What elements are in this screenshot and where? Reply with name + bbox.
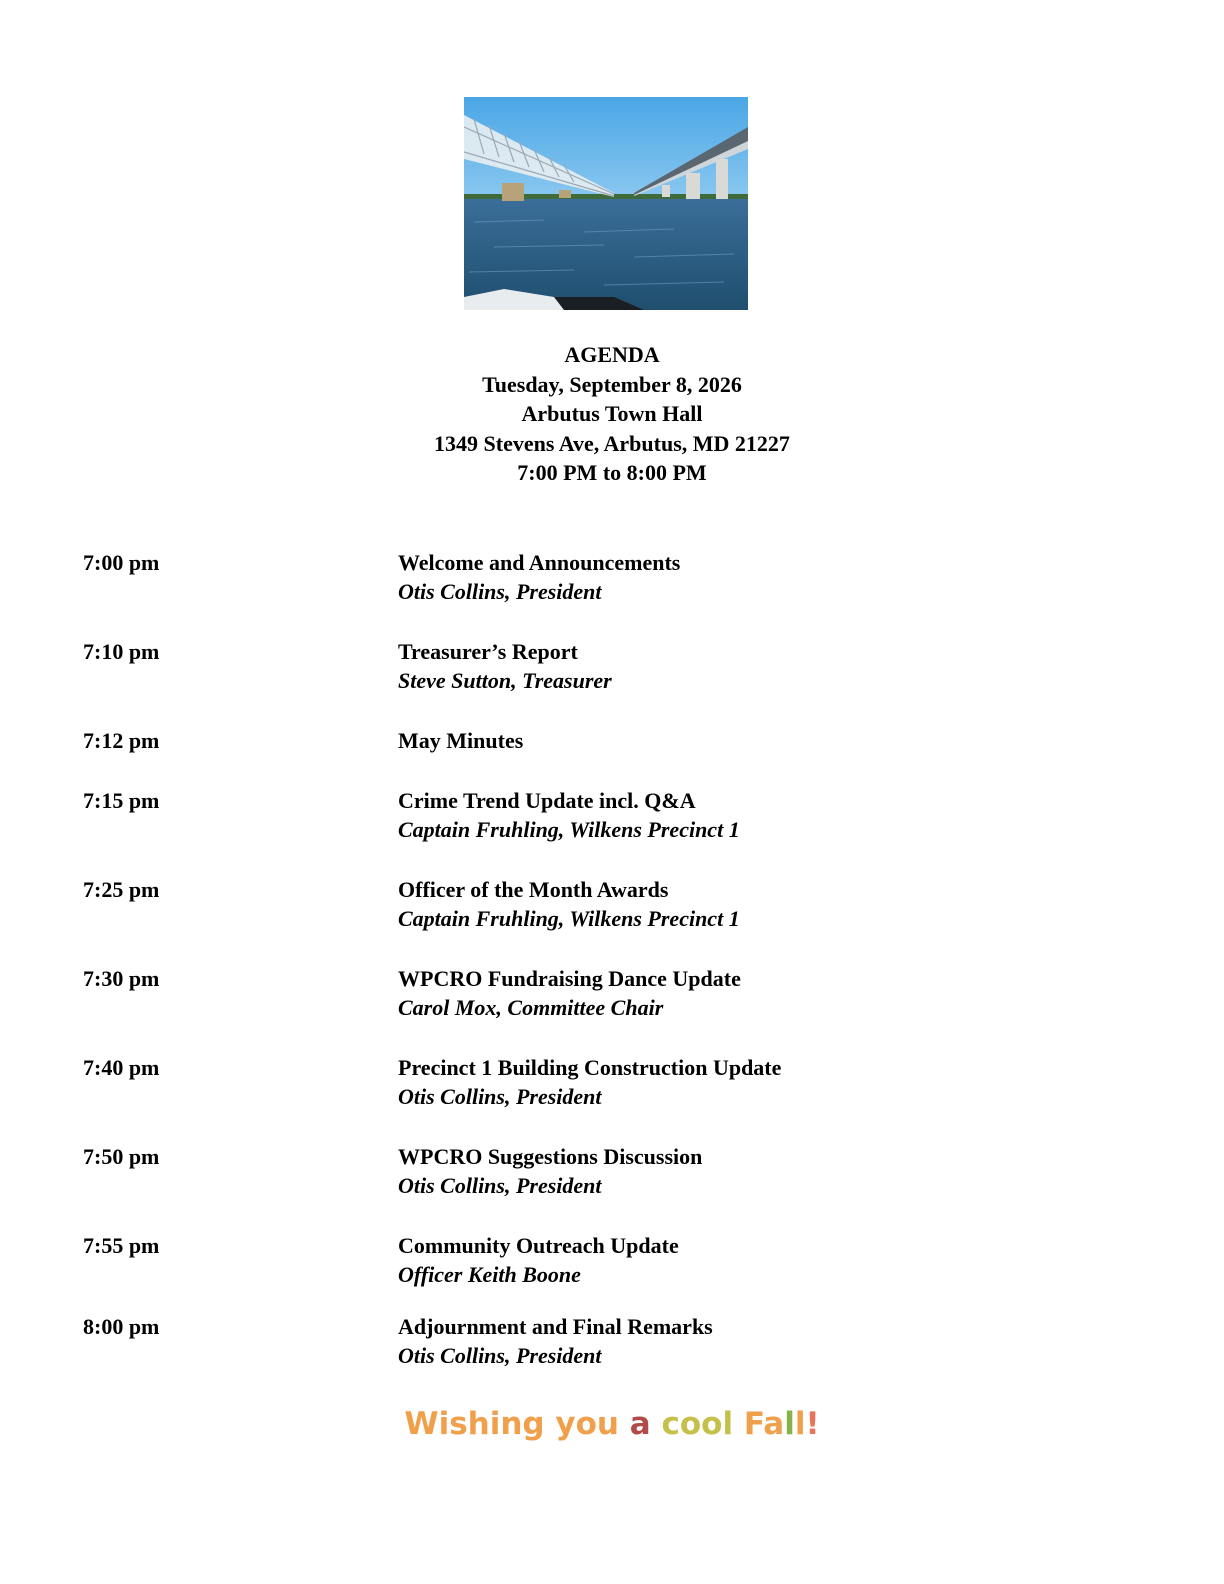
agenda-presenter: Captain Fruhling, Wilkens Precinct 1 — [398, 817, 740, 842]
agenda-presenter: Otis Collins, President — [398, 1084, 602, 1109]
agenda-presenter: Captain Fruhling, Wilkens Precinct 1 — [398, 906, 740, 931]
agenda-topic: Adjournment and Final Remarks — [398, 1314, 713, 1339]
agenda-time: 7:12 pm — [83, 728, 160, 753]
closing-message — [0, 1402, 1224, 1446]
closing-part: a — [629, 1406, 651, 1442]
meeting-address: 1349 Stevens Ave, Arbutus, MD 21227 — [434, 430, 790, 456]
agenda-topic: WPCRO Suggestions Discussion — [398, 1144, 703, 1169]
agenda-topic: Officer of the Month Awards — [398, 877, 669, 902]
agenda-time: 7:15 pm — [83, 788, 160, 813]
agenda-time: 7:40 pm — [83, 1055, 160, 1080]
agenda-time: 7:50 pm — [83, 1144, 160, 1169]
agenda-presenter: Steve Sutton, Treasurer — [398, 668, 612, 693]
meeting-hours: 7:00 PM to 8:00 PM — [517, 460, 707, 486]
meeting-venue: Arbutus Town Hall — [521, 401, 703, 427]
closing-part — [733, 1406, 744, 1442]
agenda-time: 7:55 pm — [83, 1233, 160, 1258]
closing-part: l — [794, 1406, 806, 1442]
agenda-time: 7:10 pm — [83, 639, 160, 664]
closing-part: cool — [661, 1406, 734, 1442]
agenda-presenter: Otis Collins, President — [398, 579, 602, 604]
agenda-presenter: Otis Collins, President — [398, 1173, 602, 1198]
agenda-topic: Precinct 1 Building Construction Update — [398, 1055, 782, 1080]
closing-part: Fa — [743, 1406, 785, 1442]
meeting-date: Tuesday, September 8, 2026 — [482, 371, 742, 397]
closing-part — [651, 1406, 662, 1442]
agenda-title: AGENDA — [564, 342, 660, 367]
agenda-presenter: Officer Keith Boone — [398, 1262, 581, 1287]
agenda-presenter: Carol Mox, Committee Chair — [398, 995, 664, 1020]
closing-part: Wishing — [404, 1406, 545, 1442]
closing-part: you — [555, 1406, 619, 1442]
agenda-time: 7:25 pm — [83, 877, 160, 902]
agenda-topic: Crime Trend Update incl. Q&A — [398, 788, 696, 813]
closing-part — [619, 1406, 630, 1442]
agenda-topic: WPCRO Fundraising Dance Update — [398, 966, 741, 991]
agenda-time: 8:00 pm — [83, 1314, 160, 1339]
agenda-topic: May Minutes — [398, 728, 524, 753]
agenda-topic: Treasurer’s Report — [398, 639, 578, 664]
closing-part — [545, 1406, 556, 1442]
closing-part: ! — [805, 1406, 820, 1442]
agenda-time: 7:30 pm — [83, 966, 160, 991]
closing-part: l — [784, 1406, 795, 1442]
agenda-topic: Welcome and Announcements — [398, 550, 681, 575]
agenda-presenter: Otis Collins, President — [398, 1343, 602, 1368]
agenda-topic: Community Outreach Update — [398, 1233, 679, 1258]
agenda-time: 7:00 pm — [83, 550, 160, 575]
